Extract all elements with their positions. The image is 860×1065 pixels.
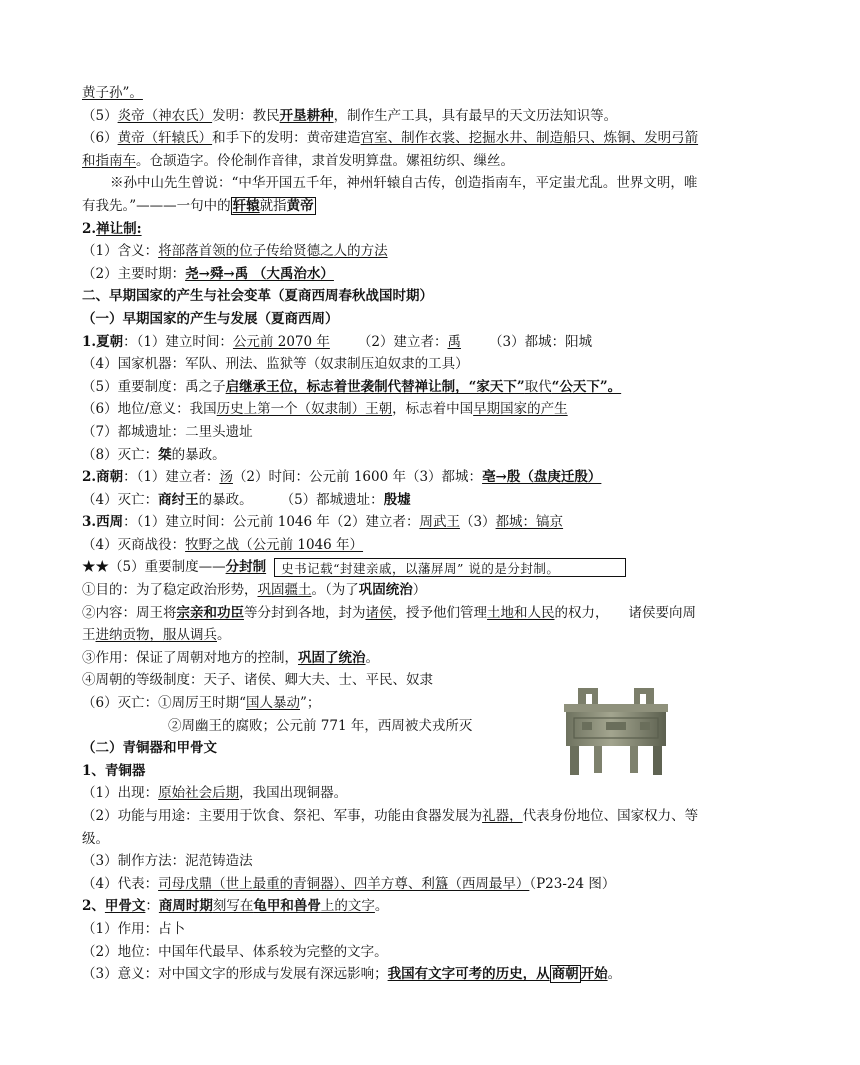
text-segment: 巩固统治 — [358, 582, 413, 599]
text-segment: 的暴政。 — [198, 491, 253, 508]
text-segment: （5）都城遗址： — [280, 491, 384, 508]
text-line — [82, 963, 782, 986]
text-segment: 启继承王位，标志着世袭制代替禅让制，“家天下” — [225, 378, 525, 395]
text-line — [82, 534, 782, 557]
text-segment: 商周时期 — [158, 898, 213, 915]
text-segment: 和手下的发明：黄帝建造 — [212, 130, 361, 147]
text-segment: （4）国家机器：军队、刑法、监狱等（奴隶制压迫奴隶的工具） — [82, 356, 469, 373]
section-heading — [82, 285, 782, 308]
text-line — [82, 624, 782, 647]
text-segment: 炎帝（神农氏） — [117, 107, 213, 124]
text-segment: ”； — [300, 695, 321, 712]
text-segment: ②周幽王的腐败；公元前 771 年，西周被犬戎所灭 — [168, 717, 473, 734]
text-line — [82, 850, 782, 873]
text-segment: 级。 — [82, 830, 109, 847]
text-segment: 二、早期国家的产生与社会变革（夏商西周春秋战国时期） — [82, 288, 433, 305]
text-segment: 。（为了 — [311, 582, 359, 599]
text-segment: （2）主要时期： — [82, 265, 186, 282]
text-segment: （5）重要制度—— — [109, 559, 226, 576]
text-segment: 都城：镐京 — [495, 514, 564, 531]
text-segment: 1、青铜器 — [82, 762, 146, 779]
text-segment: ①目的：为了稳定政治形势， — [82, 582, 258, 599]
text-line — [82, 376, 782, 399]
text-segment: 我国有文字可考的历史，从 — [387, 966, 550, 983]
text-segment: ④周朝的等级制度：天子、诸侯、卿大夫、士、平民、奴隶 — [82, 672, 433, 689]
text-segment: 将部落首领的位子传给贤德之人的方法 — [158, 243, 388, 260]
text-segment: 。 — [607, 966, 622, 983]
text-segment: 诸侯 — [365, 604, 393, 621]
text-segment: 有我先。”———一句中的 — [82, 197, 231, 214]
text-segment: 诸侯要向周 — [628, 604, 696, 621]
text-segment: ※孙中山先生曾说：“中华开国五千年，神州轩辕自古传，创造指南车，平定蚩尤乱。世界文明，唯 — [110, 175, 698, 192]
text-line — [82, 444, 782, 467]
text-segment: 汤 — [219, 469, 233, 486]
text-line — [82, 669, 782, 692]
text-segment: ②内容：周王将 — [82, 604, 177, 621]
text-line — [82, 805, 782, 828]
text-line — [82, 489, 782, 512]
text-line — [82, 918, 782, 941]
text-line — [82, 195, 782, 218]
text-segment: 王 — [82, 627, 96, 644]
text-line — [82, 602, 782, 625]
text-segment: ③作用：保证了周朝对地方的控制， — [82, 649, 298, 666]
text-segment: （4）代表： — [82, 875, 159, 892]
text-segment: 刻写在 — [212, 898, 254, 915]
text-line — [82, 579, 782, 602]
text-segment: 宫室、制作衣裳、挖掘水井、制造船只、炼铜、发明弓箭 — [360, 130, 699, 147]
text-segment: （6）灭亡：①周厉王时期“ — [82, 695, 246, 712]
text-segment: ，我国出现铜器。 — [239, 785, 348, 802]
text-segment: 土地和人民 — [487, 604, 555, 621]
text-line — [82, 398, 782, 421]
text-segment: （4）灭商战役： — [82, 536, 186, 553]
text-segment: 周武王 — [419, 514, 460, 531]
text-segment: ：（1）建立时间： — [123, 333, 233, 350]
text-line — [82, 263, 782, 286]
text-segment: “公天下”。 — [551, 378, 622, 395]
text-segment: 2、 — [82, 898, 105, 915]
text-segment: 2.商朝 — [82, 469, 124, 486]
text-segment: ：（1）建立时间：公元前 1046 年（2）建立者： — [123, 514, 420, 531]
text-line — [82, 240, 782, 263]
text-segment: （3）都城：阳城 — [488, 333, 593, 350]
text-segment: 1.夏朝 — [82, 333, 124, 350]
text-segment: 2. — [82, 220, 97, 237]
text-segment: （1）作用：占卜 — [82, 920, 186, 937]
text-line — [82, 647, 782, 670]
text-segment: 3.西周 — [82, 514, 124, 531]
subsection-heading — [82, 308, 782, 331]
text-segment: 商朝 — [551, 966, 579, 983]
text-line — [82, 511, 782, 534]
subsection-heading — [82, 737, 782, 760]
text-line — [82, 353, 782, 376]
note-box: 史书记载“封建亲戚，以藩屏周” 说的是分封制。 — [274, 558, 626, 577]
text-segment: 巩固疆土 — [257, 582, 312, 599]
text-segment: ） — [412, 582, 427, 599]
text-segment: 殷墟 — [383, 491, 411, 508]
text-segment: 禅让制: — [96, 220, 142, 237]
text-segment: （2）建立者： — [357, 333, 448, 350]
text-line — [82, 715, 782, 738]
text-segment: 黄帝 — [286, 197, 314, 214]
text-line — [82, 782, 782, 805]
document-page — [82, 82, 782, 986]
text-segment: 原始社会后期 — [158, 785, 240, 802]
text-segment: 。 — [365, 649, 379, 666]
text-segment: 禹 — [447, 333, 461, 350]
text-line — [82, 895, 782, 918]
text-segment: 龟甲和兽骨 — [253, 898, 321, 915]
text-line — [82, 941, 782, 964]
text-segment: 。仓颉造字。伶伦制作音律，隶首发明算盘。嫘祖纺织、缫丝。 — [136, 152, 514, 169]
text-segment: （8）灭亡： — [82, 446, 159, 463]
subsection-heading — [82, 760, 782, 783]
double-star-icon: ★★ — [82, 559, 109, 576]
text-segment: （3） — [459, 514, 496, 531]
text-segment: （3）制作方法：泥范铸造法 — [82, 853, 253, 870]
text-segment: 桀 — [158, 446, 172, 463]
text-segment: 宗亲和功臣 — [176, 604, 244, 621]
text-segment: 公元前 2070 年 — [232, 333, 330, 350]
text-segment: 开始 — [580, 966, 608, 983]
text-line — [82, 421, 782, 444]
text-segment: （1）出现： — [82, 785, 159, 802]
text-segment: ，标志着中国 — [392, 401, 474, 418]
text-line — [82, 105, 782, 128]
text-segment: 代表身份地位、国家权力、等 — [522, 808, 699, 824]
text-segment: （4）灭亡： — [82, 491, 159, 508]
text-segment: 。 — [217, 627, 231, 644]
text-line — [82, 828, 782, 851]
text-line — [82, 873, 782, 896]
text-segment: ：（1）建立者： — [123, 469, 220, 486]
text-segment: 的权力， — [554, 604, 609, 621]
section-heading — [82, 218, 782, 241]
text-segment: 巩固了统治 — [298, 649, 366, 666]
text-segment: ： — [145, 898, 159, 915]
text-segment: （6）地位/意义：我国 — [82, 401, 217, 418]
text-segment: 早期国家的产生 — [473, 401, 568, 418]
text-line — [82, 150, 782, 173]
text-line — [82, 172, 782, 195]
text-line — [82, 556, 782, 579]
text-segment: 的暴政。 — [171, 446, 226, 463]
text-segment: 亳→殷（盘庚迁殷） — [482, 469, 602, 486]
text-segment: （6） — [82, 130, 118, 147]
text-segment: 礼器， — [482, 808, 523, 824]
text-segment: （2）时间：公元前 1600 年（3）都城： — [232, 469, 483, 486]
text-line — [82, 466, 782, 489]
text-segment: 。 — [374, 898, 389, 915]
text-segment: 牧野之战（公元前 1046 年） — [185, 536, 364, 553]
text-segment: 就指 — [259, 197, 287, 214]
text-segment: 发明：教民 — [212, 107, 280, 124]
text-segment: ，制作生产工具，具有最早的天文历法知识等。 — [333, 107, 618, 124]
text-segment: （2）功能与用途：主要用于饮食、祭祀、军事，功能由食器发展为 — [82, 808, 483, 824]
text-segment: 等分封到各地，封为 — [244, 604, 366, 621]
text-segment: 取代 — [524, 378, 552, 395]
text-segment: （二）青铜器和甲骨文 — [82, 740, 217, 757]
text-line — [82, 692, 782, 715]
text-segment: （2）地位：中国年代最早、体系较为完整的文字。 — [82, 943, 388, 960]
text-segment: 司母戊鼎（世上最重的青铜器）、四羊方尊、利簋（西周最早） — [158, 875, 530, 892]
text-line — [82, 82, 782, 105]
text-segment: （7）都城遗址：二里头遗址 — [82, 423, 253, 440]
bronze-ding-image — [556, 682, 676, 777]
text-segment: 开垦耕种 — [279, 107, 334, 124]
text-segment: ，授予他们管理 — [392, 604, 487, 621]
text-segment: 商纣王 — [158, 491, 199, 508]
text-segment: 分封制 — [225, 559, 267, 576]
text-segment: （5）重要制度：禹之子 — [82, 378, 226, 395]
text-segment: （5） — [82, 107, 118, 124]
text-segment: 进纳贡物，服从调兵 — [95, 627, 217, 644]
text-segment: 上的文字 — [320, 898, 375, 915]
text-line — [82, 331, 782, 354]
text-segment: 黄子孙”。 — [82, 85, 143, 101]
text-segment: 尧→舜→禹 （大禹治水） — [185, 265, 334, 282]
text-segment: 国人暴动 — [246, 695, 300, 712]
text-segment: （3）意义：对中国文字的形成与发展有深远影响； — [82, 966, 388, 983]
text-segment: （一）早期国家的产生与发展（夏商西周） — [82, 310, 339, 327]
text-segment: 历史上第一个（奴隶制）王朝 — [216, 401, 393, 418]
text-segment: 黄帝（轩辕氏） — [117, 130, 213, 147]
text-segment: （1）含义： — [82, 243, 159, 260]
text-line — [82, 127, 782, 150]
text-segment: （P23-24 图） — [529, 875, 616, 892]
text-segment: 甲骨文 — [104, 898, 146, 915]
text-segment: 轩辕 — [232, 197, 260, 214]
text-segment: 和指南车 — [82, 152, 136, 169]
